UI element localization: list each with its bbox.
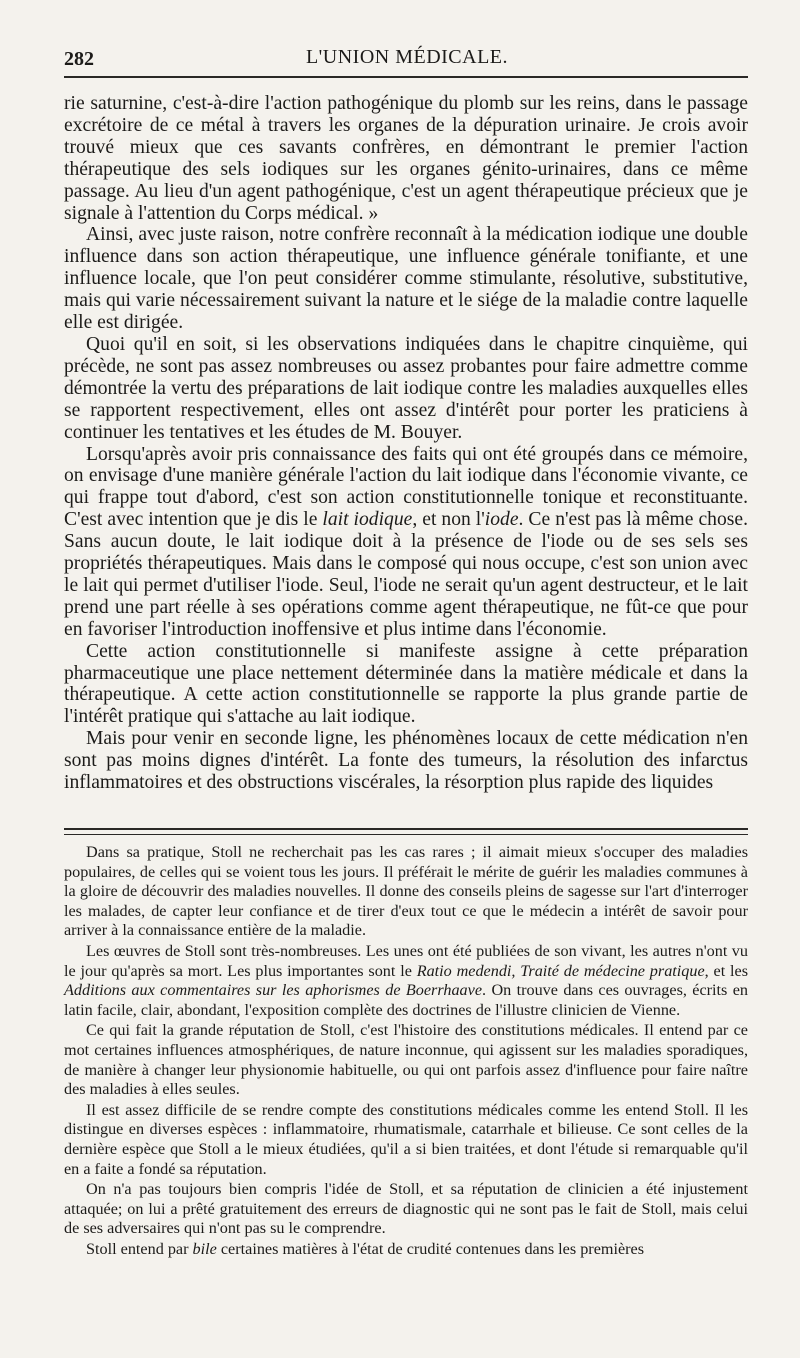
paragraph-4-text-c: . Ce n'est pas là même chose. Sans aucun doute, le lait iodique doit à la présence de l'iode ou de ses sels ses propriétés thérapeutiques. Mais dans le composé qui nous occupe, c'est son union avec le lait qui permet d'utiliser l'iode. Seul, l'iode ne serait qu'un agent destructeur, et le lait prend une part réelle à ses opérations comme agent thérapeutique, ne fût-ce que pour en favoriser l'introduction inoffensive et plus intime dans l'économie. xyxy=(64,509,748,640)
italic-ratio-medendi: Ratio medendi, Traité de médecine pratique xyxy=(416,961,705,980)
footnote-paragraph-4: Il est assez difficile de se rendre compte des constitutions médicales comme les entend Stoll. Il les distingue en diverses espèces : inflammatoire, rhumatismale, catarrhale et bilieuse. Ce sont celles de la dernière espèce que Stoll a le mieux étudiées, qu'il a si bien traitées, et dont l'étude si remarquable qu'il en a faite a fondé sa réputation. xyxy=(64,1100,748,1178)
footnote-rule xyxy=(64,828,748,835)
paragraph-4-text-a: Lorsqu'après avoir pris connaissance des faits qui ont été groupés dans ce mémoire, on envisage d'une manière générale l'action du lait iodique dans l'économie vivante, ce qui frappe tout d'abord, c'est son action constitutionnelle tonique et reconstituante. C'est avec intention que je dis le xyxy=(64,443,748,531)
paragraph-5: Cette action constitutionnelle si manifeste assigne à cette préparation pharmaceutique une place nettement déterminée dans la matière médicale et dans la thérapeutique. A cette action constitutionnelle se rapporte la plus grande partie de l'intérêt pratique qui s'attache au lait iodique. xyxy=(64,640,748,728)
footnote-2-text-c: . On trouve dans ces ouvrages, écrits en latin facile, clair, abondant, l'exposition complète des doctrines de l'illustre clinicien de Vienne. xyxy=(64,981,749,1019)
footnote-paragraph-2 xyxy=(64,942,748,1020)
paragraph-2: Ainsi, avec juste raison, notre confrère reconnaît à la médication iodique une double influence dans son action thérapeutique, une influence générale tonifiante, et une influence locale, que l'on peut considérer comme stimulante, résolutive, substitutive, mais qui varie nécessairement suivant la nature et le siége de la maladie contre laquelle elle est dirigée. xyxy=(64,224,748,334)
paragraph-4-text-b: , et non l' xyxy=(412,509,485,531)
footnotes xyxy=(64,843,748,1260)
page-number: 282 xyxy=(64,48,94,70)
footnote-6-text-b: certaines matières à l'état de crudité contenues dans les premières xyxy=(216,1239,645,1258)
footnote-2-text-a: Les œuvres de Stoll sont très-nombreuses. Les unes ont été publiées de son vivant, les autres n'ont vu le jour qu'après sa mort. Les plus importantes sont le xyxy=(64,941,748,980)
footnote-paragraph-5: On n'a pas toujours bien compris l'idée de Stoll, et sa réputation de clinicien a été injustement attaquée; on lui a prêté gratuitement des erreurs de diagnostic qui ne sont pas le fait de Stoll, mais celui de ses adversaires qui n'ont pas su le comprendre. xyxy=(64,1180,748,1238)
italic-bile: bile xyxy=(192,1239,217,1258)
paragraph-3: Quoi qu'il en soit, si les observations indiquées dans le chapitre cinquième, qui précède, ne sont pas assez nombreuses ou assez probantes pour faire admettre comme démontrée la vertu des préparations de lait iodique contre les maladies auxquelles elles se rapportent respectivement, elles ont assez d'intérêt pour porter les praticiens à continuer les tentatives et les études de M. Bouyer. xyxy=(64,333,748,443)
footnote-paragraph-3: Ce qui fait la grande réputation de Stoll, c'est l'histoire des constitutions médicales. Il entend par ce mot certaines influences atmosphériques, de nature inconnue, qui agissent sur les maladies sporadiques, de manière à changer leur physionomie habituelle, ou qui ont parfois assez d'influence pour faire naître des maladies à elles seules. xyxy=(64,1021,748,1099)
footnote-paragraph-1: Dans sa pratique, Stoll ne recherchait pas les cas rares ; il aimait mieux s'occuper des maladies populaires, de celles qui se voient tous les jours. Il préférait le mérite de guérir les maladies communes à la gloire de découvrir des maladies nouvelles. Il donne des conseils pleins de sagesse sur l'art d'interroger les malades, de capter leur confiance et de tirer d'eux tout ce que le médecin a intérêt de savoir pour arriver à la connaissance entière de la maladie. xyxy=(64,843,748,940)
running-title: L'UNION MÉDICALE. xyxy=(305,46,509,68)
footnote-6-text-a: Stoll entend par xyxy=(86,1239,193,1258)
page-header xyxy=(64,44,750,78)
italic-iode: iode xyxy=(484,509,519,531)
paragraph-4 xyxy=(64,444,748,641)
paragraph-6: Mais pour venir en seconde ligne, les phénomènes locaux de cette médication n'en sont pas moins dignes d'intérêt. La fonte des tumeurs, la résolution des infarctus inflammatoires et des obstructions viscérales, la résorption plus rapide des liquides xyxy=(64,728,748,794)
italic-lait-iodique: lait iodique xyxy=(322,509,413,531)
main-text xyxy=(64,93,748,794)
header-rule xyxy=(64,76,748,78)
italic-additions: Additions aux commentaires sur les aphorismes de Boerrhaave xyxy=(64,981,483,1000)
paragraph-1: rie saturnine, c'est-à-dire l'action pathogénique du plomb sur les reins, dans le passage excrétoire de ce métal à travers les organes de la dépuration urinaire. Je crois avoir trouvé mieux que ces savants confrères, en démontrant le premier l'action thérapeutique des sels iodiques sur les organes génito-urinaires, dans ce même passage. Au lieu d'un agent pathogénique, c'est un agent thérapeutique précieux que je signale à l'attention du Corps médical. » xyxy=(64,93,748,224)
footnote-paragraph-6 xyxy=(64,1240,748,1260)
footnote-2-text-b: , et les xyxy=(704,961,748,980)
